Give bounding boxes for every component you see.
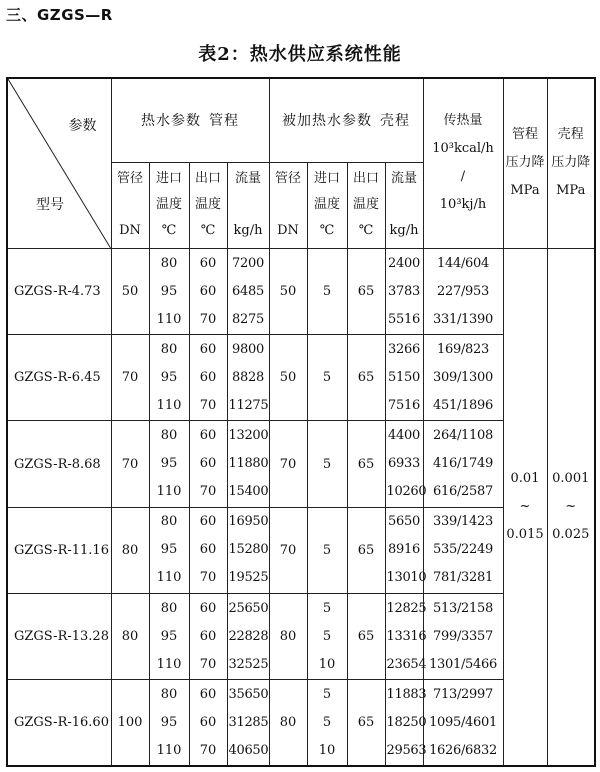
shell-outlet: 65 xyxy=(347,248,385,334)
shell-flow: 12825 13316 23654 xyxy=(385,593,423,679)
heat-transfer: 513/2158 799/3357 1301/5466 xyxy=(423,593,503,679)
tube-outlet: 60 60 70 xyxy=(189,507,227,593)
shell-flow: 5650 8916 13010 xyxy=(385,507,423,593)
model-name: GZGS-R-11.16 xyxy=(7,507,111,593)
tube-flow-header: 流量 kg/h xyxy=(227,162,269,248)
shell-outlet-header: 出口 温度 ℃ xyxy=(347,162,385,248)
shell-flow: 4400 6933 10260 xyxy=(385,421,423,507)
shell-inlet: 5 xyxy=(307,335,347,421)
tube-inlet: 80 95 110 xyxy=(149,680,189,766)
heat-transfer: 144/604 227/953 331/1390 xyxy=(423,248,503,334)
tube-group-header: 热水参数 管程 xyxy=(111,78,269,162)
heat-transfer: 264/1108 416/1749 616/2587 xyxy=(423,421,503,507)
tube-dn: 100 xyxy=(111,680,149,766)
tube-dn-header: 管径 DN xyxy=(111,162,149,248)
table-row xyxy=(7,248,595,334)
tube-dn: 70 xyxy=(111,421,149,507)
shell-dn: 50 xyxy=(269,248,307,334)
tube-outlet: 60 60 70 xyxy=(189,335,227,421)
heat-transfer-header: 传热量 10³kcal/h / 10³kj/h xyxy=(423,78,503,248)
tube-flow: 25650 22828 32525 xyxy=(227,593,269,679)
shell-inlet: 5 xyxy=(307,248,347,334)
tube-dn: 70 xyxy=(111,335,149,421)
heat-transfer: 339/1423 535/2249 781/3281 xyxy=(423,507,503,593)
model-name: GZGS-R-4.73 xyxy=(7,248,111,334)
shell-dn: 80 xyxy=(269,680,307,766)
shell-flow: 2400 3783 5516 xyxy=(385,248,423,334)
tube-flow: 16950 15280 19525 xyxy=(227,507,269,593)
header-corner xyxy=(7,78,111,248)
shell-group-header: 被加热水参数 壳程 xyxy=(269,78,423,162)
shell-inlet-header: 进口 温度 ℃ xyxy=(307,162,347,248)
shell-outlet: 65 xyxy=(347,593,385,679)
table-caption: 表2：热水供应系统性能 xyxy=(198,44,402,65)
shell-flow: 3266 5150 7516 xyxy=(385,335,423,421)
param-label: 参数 xyxy=(68,118,97,134)
tube-dn: 80 xyxy=(111,507,149,593)
shell-outlet: 65 xyxy=(347,421,385,507)
shell-dn: 70 xyxy=(269,421,307,507)
shell-dn: 80 xyxy=(269,593,307,679)
shell-flow-header: 流量 kg/h xyxy=(385,162,423,248)
tube-inlet: 80 95 110 xyxy=(149,507,189,593)
tube-outlet-header: 出口 温度 ℃ xyxy=(189,162,227,248)
model-name: GZGS-R-13.28 xyxy=(7,593,111,679)
tube-flow: 9800 8828 11275 xyxy=(227,335,269,421)
tube-pressure-drop: 0.01 ~ 0.015 xyxy=(503,248,547,766)
tube-dn: 80 xyxy=(111,593,149,679)
heat-transfer: 169/823 309/1300 451/1896 xyxy=(423,335,503,421)
tube-flow: 13200 11880 15400 xyxy=(227,421,269,507)
shell-inlet: 5 xyxy=(307,507,347,593)
tube-flow: 7200 6485 8275 xyxy=(227,248,269,334)
tube-inlet: 80 95 110 xyxy=(149,421,189,507)
shell-dn: 70 xyxy=(269,507,307,593)
tube-outlet: 60 60 70 xyxy=(189,248,227,334)
shell-inlet: 5 xyxy=(307,421,347,507)
tube-outlet: 60 60 70 xyxy=(189,593,227,679)
shell-outlet: 65 xyxy=(347,507,385,593)
shell-outlet: 65 xyxy=(347,680,385,766)
tube-outlet: 60 60 70 xyxy=(189,680,227,766)
shell-pressure-header: 壳程 压力降 MPa xyxy=(547,78,595,248)
shell-pressure-drop: 0.001 ~ 0.025 xyxy=(547,248,595,766)
model-name: GZGS-R-8.68 xyxy=(7,421,111,507)
performance-table xyxy=(6,77,596,767)
shell-outlet: 65 xyxy=(347,335,385,421)
section-heading: 三、GZGS—R xyxy=(6,6,113,24)
tube-inlet: 80 95 110 xyxy=(149,248,189,334)
shell-inlet: 5 5 10 xyxy=(307,680,347,766)
shell-flow: 11883 18250 29563 xyxy=(385,680,423,766)
model-name: GZGS-R-6.45 xyxy=(7,335,111,421)
tube-inlet: 80 95 110 xyxy=(149,335,189,421)
model-name: GZGS-R-16.60 xyxy=(7,680,111,766)
shell-dn: 50 xyxy=(269,335,307,421)
tube-inlet: 80 95 110 xyxy=(149,593,189,679)
tube-dn: 50 xyxy=(111,248,149,334)
heat-transfer: 713/2997 1095/4601 1626/6832 xyxy=(423,680,503,766)
tube-inlet-header: 进口 温度 ℃ xyxy=(149,162,189,248)
tube-pressure-header: 管程 压力降 MPa xyxy=(503,78,547,248)
shell-inlet: 5 5 10 xyxy=(307,593,347,679)
tube-flow: 35650 31285 40650 xyxy=(227,680,269,766)
shell-dn-header: 管径 DN xyxy=(269,162,307,248)
model-label: 型号 xyxy=(36,196,64,213)
tube-outlet: 60 60 70 xyxy=(189,421,227,507)
